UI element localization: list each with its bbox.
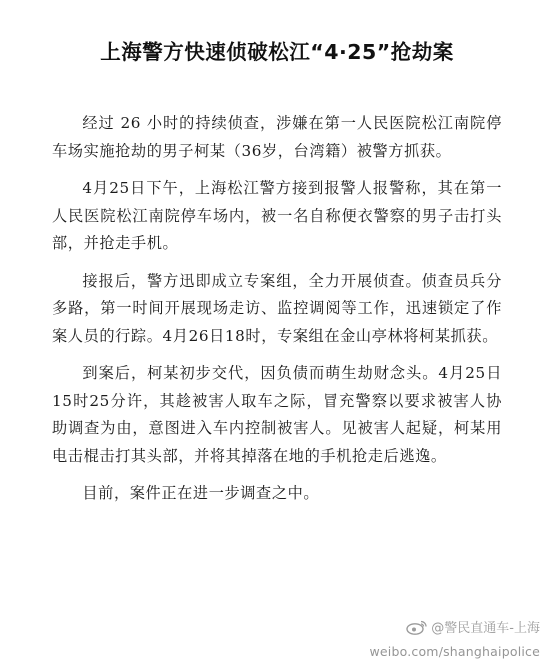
document-title: 上海警方快速侦破松江“4·25”抢劫案 (100, 40, 454, 64)
watermark-url: weibo.com/shanghaipolice (369, 644, 540, 659)
paragraph: 到案后，柯某初步交代，因负债而萌生劫财念头。4月25日15时25分许，其趁被害人取车之际，冒充警察以要求被害人协助调查为由，意图进入车内控制被害人。见被害人起疑，柯某用电击棍击打其头部，并将其掉落在地的手机抢走后逃逸。 (52, 364, 502, 465)
paragraph: 经过 26 小时的持续侦查，涉嫌在第一人民医院松江南院停车场实施抢劫的男子柯某（36岁，台湾籍）被警方抓获。 (52, 114, 502, 160)
document-body (52, 110, 502, 508)
watermark-account: @警民直通车-上海 (431, 621, 540, 636)
weibo-logo-icon (406, 619, 428, 635)
paragraph: 目前，案件正在进一步调查之中。 (82, 484, 320, 502)
paragraph: 接报后，警方迅即成立专案组，全力开展侦查。侦查员兵分多路，第一时间开展现场走访、监控调阅等工作，迅速锁定了作案人员的行踪。4月26日18时，专案组在金山亭林将柯某抓获。 (52, 271, 502, 345)
paragraph: 4月25日下午，上海松江警方接到报警人报警称，其在第一人民医院松江南院停车场内，被一名自称便衣警察的男子击打头部，并抢走手机。 (52, 179, 502, 252)
weibo-watermark (369, 617, 544, 661)
